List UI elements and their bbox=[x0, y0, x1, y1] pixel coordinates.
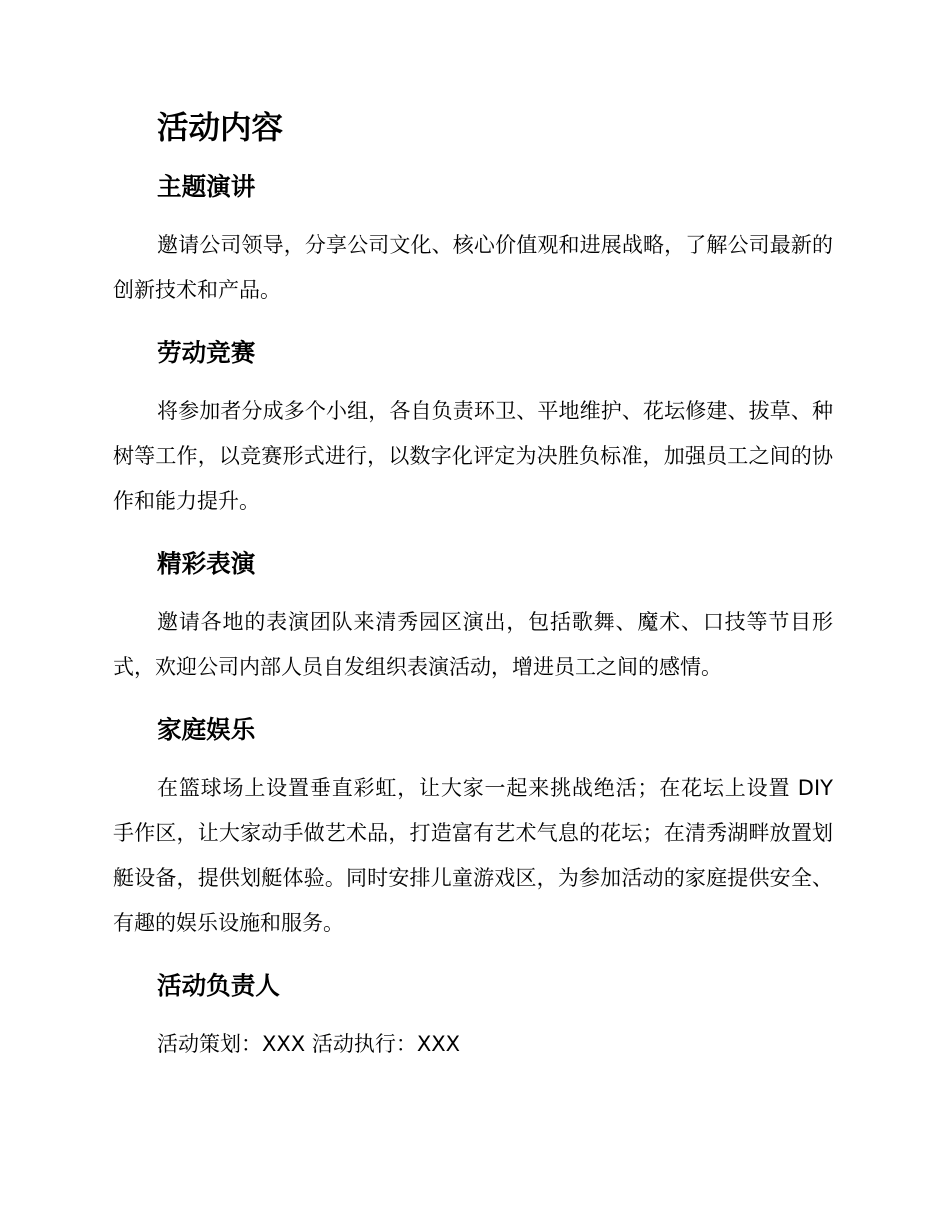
document-body bbox=[113, 110, 833, 1067]
paragraph-performances: 邀请各地的表演团队来清秀园区演出，包括歌舞、魔术、口技等节目形式，欢迎公司内部人员自发组织表演活动，增进员工之间的感情。 bbox=[113, 610, 833, 679]
section-title: 活动内容 bbox=[157, 110, 284, 146]
heading-responsible-persons: 活动负责人 bbox=[157, 971, 280, 1000]
heading-performances: 精彩表演 bbox=[157, 549, 256, 578]
heading-labor-competition: 劳动竞赛 bbox=[157, 338, 256, 367]
heading-keynote: 主题演讲 bbox=[157, 172, 256, 201]
paragraph-keynote: 邀请公司领导，分享公司文化、核心价值观和进展战略，了解公司最新的创新技术和产品。 bbox=[113, 233, 833, 302]
paragraph-responsible-persons: 活动策划：XXX 活动执行：XXX bbox=[157, 1032, 460, 1056]
paragraph-family-entertainment: 在篮球场上设置垂直彩虹，让大家一起来挑战绝活；在花坛上设置 DIY 手作区，让大家动手做艺术品，打造富有艺术气息的花坛；在清秀湖畔放置划艇设备，提供划艇体验。同时安排儿童游戏区，为参加活动的家庭提供安全、有趣的娱乐设施和服务。 bbox=[113, 776, 833, 935]
paragraph-labor-competition: 将参加者分成多个小组，各自负责环卫、平地维护、花坛修建、拔草、种树等工作，以竞赛形式进行，以数字化评定为决胜负标准，加强员工之间的协作和能力提升。 bbox=[113, 399, 833, 513]
heading-family-entertainment: 家庭娱乐 bbox=[157, 715, 256, 744]
